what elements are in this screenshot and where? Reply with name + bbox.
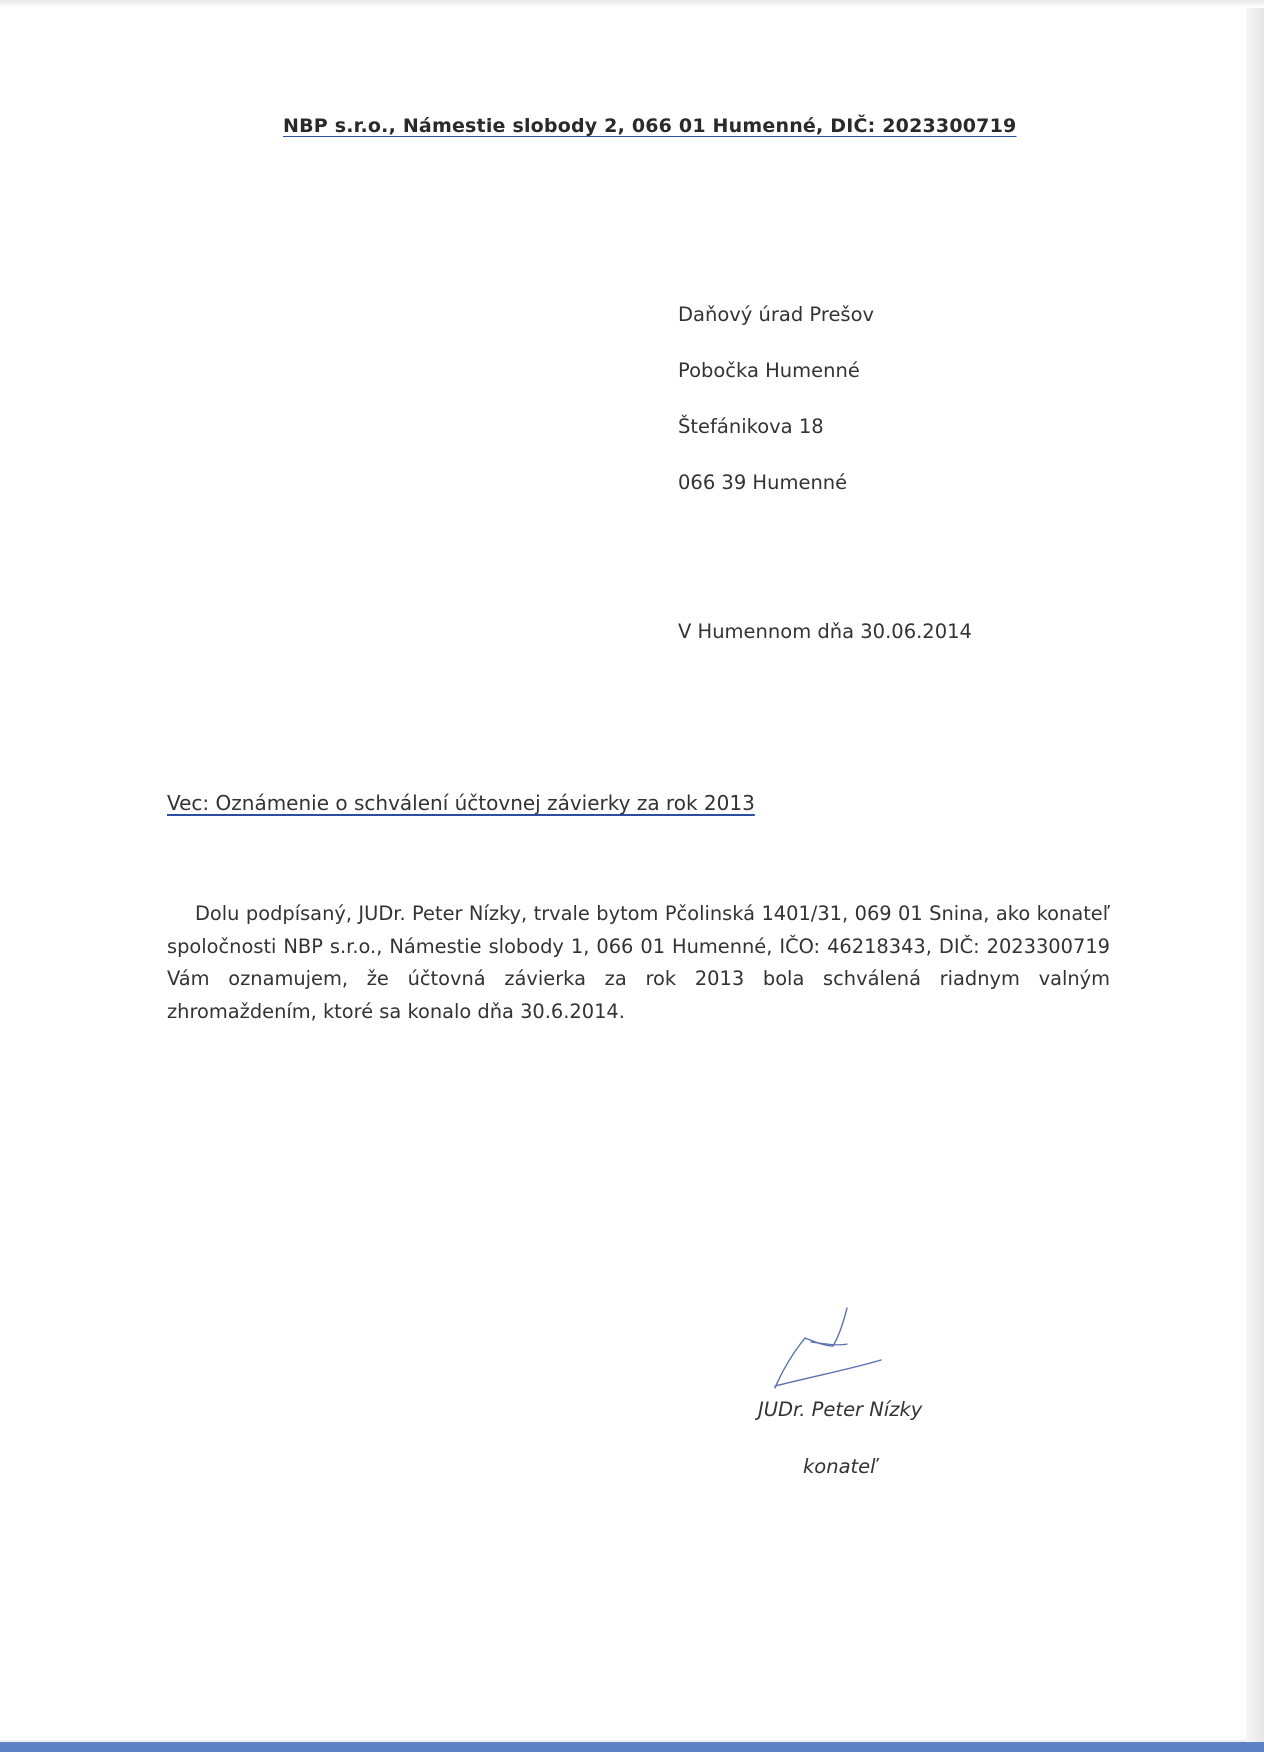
recipient-line-city: 066 39 Humenné xyxy=(678,471,848,494)
scan-edge-right xyxy=(1246,0,1264,1752)
company-header: NBP s.r.o., Námestie slobody 2, 066 01 Humenné, DIČ: 2023300719 xyxy=(283,115,1017,137)
place-date-line: V Humennom dňa 30.06.2014 xyxy=(678,620,972,643)
recipient-line-branch: Pobočka Humenné xyxy=(678,359,860,382)
recipient-line-office: Daňový úrad Prešov xyxy=(678,303,875,326)
handwritten-signature xyxy=(755,1302,955,1402)
signer-name: JUDr. Peter Nízky xyxy=(758,1398,923,1421)
signature-stroke-lower xyxy=(775,1360,881,1386)
body-paragraph: Dolu podpísaný, JUDr. Peter Nízky, trvale bytom Pčolinská 1401/31, 069 01 Snina, ako konateľ spoločnosti NBP s.r.o., Námestie slobody 1, 066 01 Humenné, IČO: 46218343, DIČ: 2023300719 Vám oznamujem, že účtovná závierka za rok 2013 bola schválená riadnym valným zhromaždením, ktoré sa konalo dňa 30.6.2014. xyxy=(167,902,1110,1023)
recipient-address xyxy=(678,287,874,511)
scan-edge-top xyxy=(0,0,1264,8)
signature-stroke-upper xyxy=(775,1308,847,1388)
signature-stroke-cross xyxy=(811,1342,847,1345)
recipient-line-street: Štefánikova 18 xyxy=(678,415,824,438)
subject-line: Vec: Oznámenie o schválení účtovnej závierky za rok 2013 xyxy=(167,791,755,815)
signer-role: konateľ xyxy=(803,1455,876,1478)
scan-bottom-rule xyxy=(0,1742,1264,1752)
